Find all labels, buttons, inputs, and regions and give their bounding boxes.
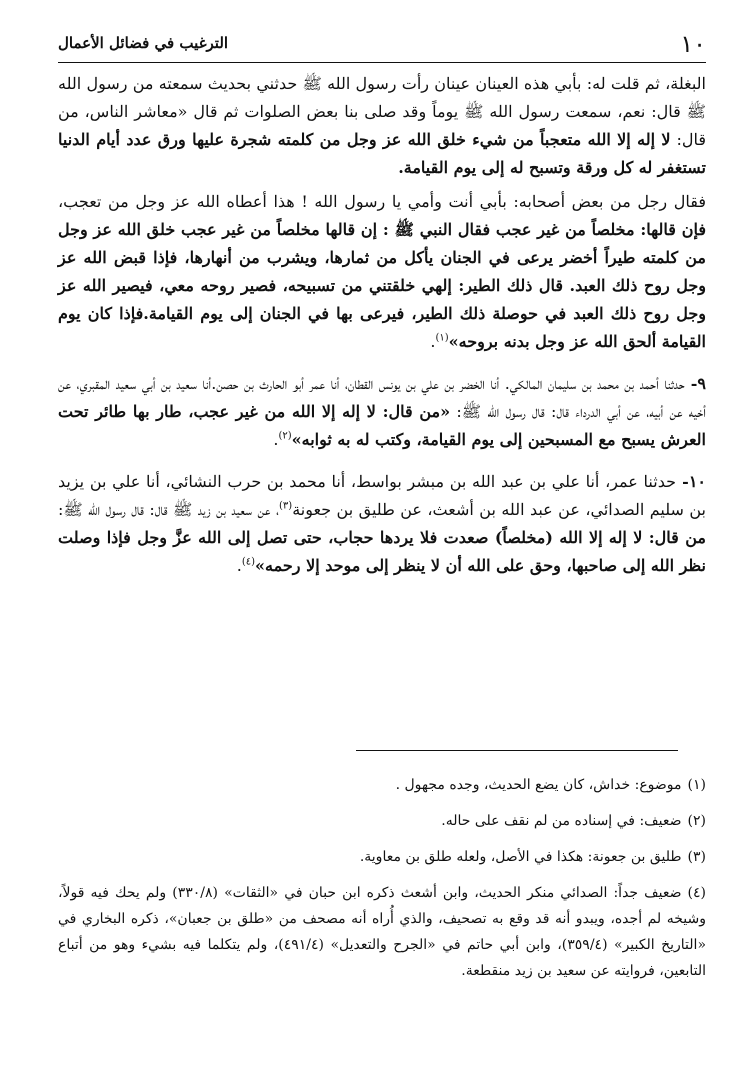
hadith-text: ٩-: [684, 374, 706, 393]
narration-text: حدثنا أحمد بن محمد بن سليمان المالكي. أنا الخضر بن علي بن يونس القطان، أنا عمر أبو الحارث بن حصن.أنا سعيد بن أبي سعيد المقبري، عن أخيه عن أبيه، عن أبي الدرداء قال: قال رسول الله ﷺ:: [58, 374, 706, 421]
main-text: [58, 70, 706, 580]
footnote-label: (١): [687, 777, 706, 793]
footnote-label: (٣): [687, 849, 706, 865]
footnote-item: [58, 808, 706, 834]
narration-text: .: [273, 430, 279, 449]
footnote-text: ضعيف جداً: الصدائي منكر الحديث، وابن أشعث ذكره ابن حبان في «الثقات» (٣٣٠/٨) ولم يحك فيه قولاً، وشيخه لم أجده، ويبدو أنه قد وقع به تصحيف، والذي أُراه أنه مصحف من «طلق بن جعبان»، ذكره البخاري في «التاريخ الكبير» (٣٥٩/٤)، وابن أبي حاتم في «الجرح والتعديل» (٤٩١/٤)، ولم يتكلما فيه بشيء وهو من أتباع التابعين، فروايته عن سعيد بن زيد منقطعة.: [58, 885, 707, 979]
narration-text: البغلة، ثم قلت له: بأبي هذه العينان عينان رأت رسول الله ﷺ حدثني بحديث سمعته من رسول الله ﷺ قال: نعم، سمعت رسول الله ﷺ يوماً وقد صلى بنا بعض الصلوات ثم قال «معاشر الناس، من قال:: [58, 74, 707, 149]
hadith-text: من قال: لا إله إلا الله (مخلصاً) صعدت فلا يردها حجاب، حتى تصل إلى الله عزَّ وجل فإذا وصلت نظر الله إلى صاحبها، وحق على الله أن لا ينظر إلى موحد إلا رحمه»: [58, 528, 706, 575]
footnote-reference: (٣): [279, 500, 293, 512]
footnote-text: موضوع: خداش، كان يضع الحديث، وجده مجهول .: [395, 777, 682, 793]
footnote-reference: (٤): [241, 556, 256, 568]
paragraph: [58, 370, 706, 454]
hadith-text: «من قال: لا إله إلا الله من غير عجب، طار بها طائر تحت العرش يسبح مع المسبحين إلى يوم القيامة، وكتب له به ثوابه»: [58, 402, 706, 449]
narration-text: .: [430, 332, 436, 351]
footnote-text: طليق بن جعونة: هكذا في الأصل، ولعله طلق بن معاوية.: [359, 849, 682, 865]
footnote-reference: (٢): [278, 430, 292, 442]
hadith-text: لا إله إلا الله متعجباً من شيء خلق الله عز وجل من كلمته شجرة عليها ورق عدد أيام الدنيا تستغفر له كل ورقة وتسبح له إلى يوم القيامة.: [58, 130, 706, 177]
page-number: ١٠: [680, 30, 706, 58]
footnote-reference: (١): [435, 332, 449, 344]
paragraph: [58, 188, 706, 356]
header-rule: [58, 62, 706, 63]
running-header: [58, 28, 706, 62]
narration-text: حدثنا عمر، أنا علي بن عبد الله بن مبشر بواسط، أنا محمد بن حرب النشائي، أنا علي بن يزيد بن سليم الصدائي، عن عبد الله بن أشعث، عن طليق بن جعونة: [58, 472, 706, 519]
hadith-text: فإن قالها: مخلصاً من غير عجب فقال النبي ﷺ : إن قالها مخلصاً من غير عجب خلق الله عز وجل من كلمته طيراً أخضر يرعى في الجنان يأكل من ثمارها، ويشرب من أنهارها، فإذا قبض الله عز وجل روح ذلك العبد. قال ذلك الطير: إلهي خلقتني من تسبيحه، فصير روحه معي، فيصير الله عز وجل روح ذلك العبد في حوصلة ذلك الطير، فيرعى بها في الجنان إلى يوم القيامة.فإذا كان يوم القيامة ألحق الله عز وجل بدنه بروحه»: [58, 220, 706, 351]
narration-text: .: [236, 556, 242, 575]
running-title: الترغيب في فضائل الأعمال: [58, 34, 229, 52]
footnote-item: [58, 772, 706, 798]
narration-text: ، عن سعيد بن زيد ﷺ قال: قال رسول الله ﷺ:: [58, 500, 280, 519]
hadith-text: ١٠-: [676, 472, 707, 491]
footnote-text: ضعيف: في إسناده من لم نقف على حاله.: [441, 813, 682, 829]
footnote-separator: [356, 750, 678, 751]
footnote-label: (٤): [687, 885, 706, 901]
footnotes: [58, 772, 706, 984]
paragraph: [58, 70, 706, 182]
footnote-item: [58, 880, 706, 984]
footnote-label: (٢): [687, 813, 706, 829]
paragraph: [58, 468, 706, 580]
narration-text: فقال رجل من بعض أصحابه: بأبي أنت وأمي يا رسول الله ! هذا أعطاه الله عز وجل من تعجب،: [58, 192, 706, 211]
footnote-item: [58, 844, 706, 870]
